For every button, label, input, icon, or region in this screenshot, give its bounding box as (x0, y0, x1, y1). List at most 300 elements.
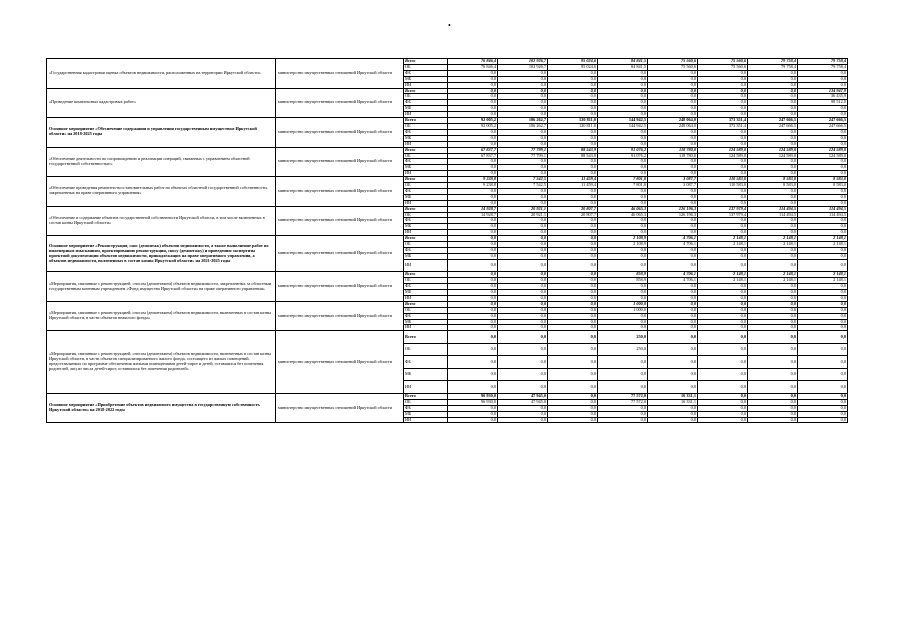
amount-cell: 0,0 (598, 70, 648, 76)
amount-cell: 0,0 (448, 165, 498, 171)
amount-cell: 0,0 (448, 290, 498, 296)
amount-cell: 0,0 (598, 76, 648, 82)
amount-cell: 0,0 (548, 417, 598, 423)
funding-source: ИИ (404, 141, 448, 147)
amount-cell: 0,0 (798, 129, 848, 135)
executor-name: министерство имущественных отношений Иркутской области (276, 206, 404, 236)
amount-cell: 7 801,0 (598, 183, 648, 189)
amount-cell: 0,0 (548, 253, 598, 259)
amount-cell: 79 758,4 (798, 64, 848, 70)
amount-cell: 0,0 (698, 331, 748, 344)
amount-cell: 0,0 (648, 248, 698, 254)
amount-cell: 0,0 (448, 188, 498, 194)
amount-cell: 0,0 (798, 70, 848, 76)
amount-cell: 0,0 (548, 259, 598, 272)
amount-cell: 0,0 (448, 159, 498, 165)
amount-cell: 0,0 (648, 106, 698, 112)
amount-cell: 0,0 (748, 319, 798, 325)
amount-cell: 0,0 (698, 313, 748, 319)
amount-cell: 0,0 (648, 343, 698, 356)
amount-cell: 102 926,7 (498, 59, 548, 65)
amount-cell: 144 942,5 (598, 123, 648, 129)
amount-cell: 0,0 (498, 194, 548, 200)
executor-name: министерство имущественных отношений Иркутской области (276, 331, 404, 394)
amount-cell: 0,0 (648, 129, 698, 135)
amount-cell: 0,0 (798, 230, 848, 236)
amount-cell: 0,0 (548, 368, 598, 381)
funding-source: ИИ (404, 112, 448, 118)
activity-name: Основное мероприятие «Приобретение объектов недвижимого имущества в государственную собственность Иркутской области» на 2018-2022 годы (47, 393, 276, 423)
amount-cell: 0,0 (498, 224, 548, 230)
amount-cell: 0,0 (698, 290, 748, 296)
amount-cell: 0,0 (648, 200, 698, 206)
amount-cell: 0,0 (548, 325, 598, 331)
amount-cell: 0,0 (798, 325, 848, 331)
amount-cell: 0,0 (498, 248, 548, 254)
amount-cell: 0,0 (548, 331, 598, 344)
amount-cell: 0,0 (498, 278, 548, 284)
amount-cell: 0,0 (748, 171, 798, 177)
amount-cell: 0,0 (798, 290, 848, 296)
amount-cell: 0,0 (498, 70, 548, 76)
amount-cell: 0,0 (548, 171, 598, 177)
amount-cell: 0,0 (498, 112, 548, 118)
amount-cell: 0,0 (648, 76, 698, 82)
funding-source: ОБ (404, 64, 448, 70)
funding-source: ОБ (404, 94, 448, 100)
amount-cell: 124 589,0 (748, 147, 798, 153)
amount-cell: 11 459,4 (548, 183, 598, 189)
amount-cell: 0,0 (698, 411, 748, 417)
executor-name: министерство имущественных отношений Иркутской области (276, 88, 404, 118)
amount-cell: 0,0 (548, 411, 598, 417)
amount-cell: 0,0 (598, 171, 648, 177)
amount-cell: 0,0 (548, 82, 598, 88)
amount-cell: 2 148,1 (698, 236, 748, 242)
funding-source: МБ (404, 368, 448, 381)
amount-cell: 120 811,0 (548, 123, 598, 129)
amount-cell: 0,0 (698, 393, 748, 399)
amount-cell: 0,0 (748, 368, 798, 381)
amount-cell: 2 148,1 (798, 236, 848, 242)
activity-name: «Проведение комплексных кадастровых работ» (47, 88, 276, 118)
amount-cell: 0,0 (598, 165, 648, 171)
amount-cell: 118 780,0 (648, 153, 698, 159)
amount-cell: 1 000,0 (598, 307, 648, 313)
amount-cell: 0,0 (698, 319, 748, 325)
funding-source: ИИ (404, 259, 448, 272)
amount-cell: 0,0 (548, 290, 598, 296)
amount-cell: 126 196,3 (648, 206, 698, 212)
amount-cell: 0,0 (748, 325, 798, 331)
funding-source: ФБ (404, 284, 448, 290)
amount-cell: 2 148,1 (748, 272, 798, 278)
funding-source: ФБ (404, 356, 448, 369)
amount-cell: 0,0 (548, 112, 598, 118)
amount-cell: 0,0 (698, 100, 748, 106)
amount-cell: 7 542,5 (498, 177, 548, 183)
amount-cell: 0,0 (648, 301, 698, 307)
amount-cell: 0,0 (648, 171, 698, 177)
amount-cell: 0,0 (448, 200, 498, 206)
amount-cell: 0,0 (448, 356, 498, 369)
amount-cell: 16 331,1 (648, 393, 698, 399)
amount-cell: 373 351,4 (698, 118, 748, 124)
amount-cell: 0,0 (548, 284, 598, 290)
amount-cell: 77 572,0 (598, 399, 648, 405)
amount-cell: 0,0 (548, 88, 598, 94)
amount-cell: 0,0 (798, 76, 848, 82)
amount-cell: 0,0 (448, 381, 498, 394)
amount-cell: 0,0 (748, 82, 798, 88)
funding-source: ОБ (404, 307, 448, 313)
amount-cell: 0,0 (598, 368, 648, 381)
amount-cell: 0,0 (798, 393, 848, 399)
amount-cell: 0,0 (748, 331, 798, 344)
amount-cell: 0,0 (598, 325, 648, 331)
amount-cell: 0,0 (598, 188, 648, 194)
amount-cell: 7 542,5 (498, 183, 548, 189)
amount-cell: 0,0 (748, 70, 798, 76)
funding-source: ФБ (404, 313, 448, 319)
amount-cell: 0,0 (698, 171, 748, 177)
amount-cell: 0,0 (798, 188, 848, 194)
amount-cell: 2 148,1 (798, 278, 848, 284)
amount-cell: 120 811,0 (548, 118, 598, 124)
funding-source: ФБ (404, 218, 448, 224)
amount-cell: 0,0 (748, 393, 798, 399)
funding-source: ИИ (404, 171, 448, 177)
amount-cell: 0,0 (698, 301, 748, 307)
activity-name: Основное мероприятие «Обеспечение содержания и управления государственным имуществом Иркутской области» на 2018-2025 годы (47, 118, 276, 148)
amount-cell: 124 589,0 (798, 147, 848, 153)
amount-cell: 0,0 (698, 230, 748, 236)
amount-cell: 0,0 (548, 135, 598, 141)
amount-cell: 0,0 (448, 88, 498, 94)
amount-cell: 248 064,0 (648, 123, 698, 129)
amount-cell: 0,0 (448, 307, 498, 313)
funding-source: ФБ (404, 70, 448, 76)
amount-cell: 47 945,0 (498, 393, 548, 399)
funding-source: Всего (404, 236, 448, 242)
amount-cell: 0,0 (698, 165, 748, 171)
amount-cell: 0,0 (648, 313, 698, 319)
amount-cell: 0,0 (598, 230, 648, 236)
amount-cell: 0,0 (598, 159, 648, 165)
amount-cell: 0,0 (798, 159, 848, 165)
activity-name: «Государственная кадастровая оценка объектов недвижимости, расположенных на территории Иркутской области» (47, 59, 276, 89)
amount-cell: 0,0 (698, 284, 748, 290)
amount-cell: 0,0 (548, 188, 598, 194)
amount-cell: 0,0 (598, 112, 648, 118)
amount-cell: 2 148,1 (698, 278, 748, 284)
amount-cell: 0,0 (798, 313, 848, 319)
amount-cell: 0,0 (798, 405, 848, 411)
amount-cell: 0,0 (798, 135, 848, 141)
funding-source: ИИ (404, 381, 448, 394)
amount-cell: 0,0 (548, 295, 598, 301)
amount-cell: 0,0 (448, 248, 498, 254)
executor-name: министерство имущественных отношений Иркутской области (276, 301, 404, 331)
amount-cell: 0,0 (448, 100, 498, 106)
amount-cell: 0,0 (498, 405, 548, 411)
amount-cell: 124 589,0 (748, 153, 798, 159)
amount-cell: 0,0 (748, 88, 798, 94)
amount-cell: 0,0 (648, 253, 698, 259)
amount-cell: 0,0 (748, 76, 798, 82)
amount-cell: 0,0 (548, 405, 598, 411)
amount-cell: 3 087,7 (648, 183, 698, 189)
amount-cell: 0,0 (448, 76, 498, 82)
amount-cell: 0,0 (498, 82, 548, 88)
amount-cell: 91 076,2 (598, 147, 648, 153)
amount-cell: 0,0 (548, 200, 598, 206)
amount-cell: 0,0 (798, 218, 848, 224)
amount-cell: 0,0 (698, 106, 748, 112)
amount-cell: 0,0 (448, 230, 498, 236)
amount-cell: 0,0 (548, 194, 598, 200)
amount-cell: 84 841,5 (598, 59, 648, 65)
amount-cell: 247 666,5 (748, 123, 798, 129)
amount-cell: 2 148,1 (748, 278, 798, 284)
amount-cell: 0,0 (698, 200, 748, 206)
amount-cell: 0,0 (698, 381, 748, 394)
amount-cell: 0,0 (698, 159, 748, 165)
amount-cell: 0,0 (648, 141, 698, 147)
amount-cell: 0,0 (498, 106, 548, 112)
amount-cell: 79 758,4 (748, 59, 798, 65)
amount-cell: 79 758,4 (798, 59, 848, 65)
amount-cell: 0,0 (448, 411, 498, 417)
amount-cell: 88 543,9 (548, 147, 598, 153)
amount-cell: 0,0 (748, 188, 798, 194)
amount-cell: 0,0 (548, 272, 598, 278)
amount-cell: 0,0 (448, 284, 498, 290)
amount-cell: 77 799,1 (498, 147, 548, 153)
funding-source: Всего (404, 331, 448, 344)
amount-cell: 0,0 (448, 70, 498, 76)
amount-cell: 0,0 (498, 129, 548, 135)
amount-cell: 114 494,5 (748, 206, 798, 212)
amount-cell: 0,0 (798, 368, 848, 381)
amount-cell: 0,0 (798, 253, 848, 259)
amount-cell: 0,0 (698, 343, 748, 356)
amount-cell: 0,0 (548, 242, 598, 248)
amount-cell: 0,0 (798, 106, 848, 112)
amount-cell: 0,0 (798, 301, 848, 307)
amount-cell: 0,0 (698, 248, 748, 254)
amount-cell: 1 000,0 (598, 301, 648, 307)
amount-cell: 0,0 (548, 307, 598, 313)
amount-cell: 0,0 (498, 368, 548, 381)
amount-cell: 0,0 (498, 331, 548, 344)
amount-cell: 0,0 (598, 295, 648, 301)
funding-source: ИИ (404, 200, 448, 206)
amount-cell: 0,0 (748, 405, 798, 411)
amount-cell: 0,0 (548, 248, 598, 254)
funding-source: ОБ (404, 399, 448, 405)
amount-cell: 0,0 (548, 141, 598, 147)
amount-cell: 2 148,1 (698, 272, 748, 278)
amount-cell: 0,0 (648, 325, 698, 331)
amount-cell: 0,0 (498, 236, 548, 242)
funding-source: ОБ (404, 212, 448, 218)
amount-cell: 0,0 (548, 106, 598, 112)
amount-cell: 0,0 (748, 253, 798, 259)
amount-cell: 0,0 (748, 356, 798, 369)
amount-cell: 0,0 (448, 171, 498, 177)
amount-cell: 0,0 (448, 82, 498, 88)
amount-cell: 0,0 (448, 368, 498, 381)
amount-cell: 0,0 (748, 381, 798, 394)
amount-cell: 0,0 (448, 417, 498, 423)
amount-cell: 0,0 (648, 295, 698, 301)
amount-cell: 0,0 (648, 290, 698, 296)
funding-source: МБ (404, 194, 448, 200)
amount-cell: 0,0 (798, 224, 848, 230)
amount-cell: 0,0 (748, 106, 798, 112)
amount-cell: 92 005,2 (448, 118, 498, 124)
amount-cell: 0,0 (548, 319, 598, 325)
amount-cell: 92 005,2 (448, 123, 498, 129)
amount-cell: 0,0 (648, 331, 698, 344)
amount-cell: 75 560,6 (648, 59, 698, 65)
amount-cell: 106 262,7 (498, 118, 548, 124)
amount-cell: 77 799,1 (498, 153, 548, 159)
amount-cell: 0,0 (798, 381, 848, 394)
amount-cell: 0,0 (498, 284, 548, 290)
amount-cell: 0,0 (748, 218, 798, 224)
funding-source: ОБ (404, 343, 448, 356)
amount-cell: 0,0 (498, 417, 548, 423)
amount-cell: 20 807,7 (548, 212, 598, 218)
amount-cell: 0,0 (798, 284, 848, 290)
amount-cell: 88 543,9 (548, 153, 598, 159)
executor-name: министерство имущественных отношений Иркутской области (276, 147, 404, 177)
amount-cell: 0,0 (498, 253, 548, 259)
amount-cell: 0,0 (548, 393, 598, 399)
amount-cell: 8 583,0 (798, 177, 848, 183)
amount-cell: 0,0 (548, 381, 598, 394)
amount-cell: 0,0 (548, 129, 598, 135)
amount-cell: 114 494,5 (798, 212, 848, 218)
amount-cell: 0,0 (498, 272, 548, 278)
amount-cell: 0,0 (648, 218, 698, 224)
amount-cell: 0,0 (598, 411, 648, 417)
amount-cell: 0,0 (448, 405, 498, 411)
table-row (47, 331, 848, 344)
amount-cell: 0,0 (598, 319, 648, 325)
amount-cell: 124 589,0 (698, 147, 748, 153)
amount-cell: 0,0 (798, 112, 848, 118)
amount-cell: 0,0 (598, 253, 648, 259)
amount-cell: 0,0 (798, 259, 848, 272)
amount-cell: 114 494,5 (798, 206, 848, 212)
amount-cell: 0,0 (748, 200, 798, 206)
amount-cell: 0,0 (698, 356, 748, 369)
executor-name: министерство имущественных отношений Иркутской области (276, 118, 404, 148)
amount-cell: 0,0 (698, 368, 748, 381)
amount-cell: 0,0 (498, 200, 548, 206)
amount-cell: 67 837,7 (448, 153, 498, 159)
amount-cell: 0,0 (598, 218, 648, 224)
amount-cell: 0,0 (798, 141, 848, 147)
funding-source: ФБ (404, 248, 448, 254)
funding-source: ИИ (404, 325, 448, 331)
amount-cell: 0,0 (598, 381, 648, 394)
amount-cell: 0,0 (548, 313, 598, 319)
amount-cell: 137 979,4 (698, 206, 748, 212)
amount-cell: 0,0 (648, 230, 698, 236)
funding-source: ИИ (404, 230, 448, 236)
amount-cell: 0,0 (598, 106, 648, 112)
amount-cell: 0,0 (498, 381, 548, 394)
amount-cell: 0,0 (598, 248, 648, 254)
amount-cell: 0,0 (648, 100, 698, 106)
amount-cell: 2 148,1 (798, 242, 848, 248)
amount-cell: 0,0 (548, 343, 598, 356)
amount-cell: 0,0 (748, 165, 798, 171)
funding-source: Всего (404, 118, 448, 124)
funding-source: Всего (404, 301, 448, 307)
amount-cell: 0,0 (648, 356, 698, 369)
funding-source: МБ (404, 165, 448, 171)
amount-cell: 0,0 (448, 242, 498, 248)
amount-cell: 0,0 (548, 356, 598, 369)
amount-cell: 0,0 (798, 248, 848, 254)
amount-cell: 0,0 (698, 88, 748, 94)
funding-source: МБ (404, 411, 448, 417)
amount-cell: 0,0 (798, 319, 848, 325)
amount-cell: 0,0 (698, 129, 748, 135)
amount-cell: 0,0 (598, 141, 648, 147)
amount-cell: 0,0 (798, 82, 848, 88)
amount-cell: 0,0 (498, 100, 548, 106)
amount-cell: 0,0 (698, 76, 748, 82)
amount-cell: 16 331,1 (648, 399, 698, 405)
amount-cell: 0,0 (698, 135, 748, 141)
amount-cell: 2 148,1 (748, 236, 798, 242)
amount-cell: 0,0 (748, 343, 798, 356)
activity-name: «Обеспечение деятельности по сопровождению и реализации операций, связанных с управлением областной государственной собственностью» (47, 147, 276, 177)
amount-cell: 96 930,0 (448, 393, 498, 399)
amount-cell: 0,0 (648, 224, 698, 230)
amount-cell: 0,0 (548, 70, 598, 76)
amount-cell: 0,0 (498, 141, 548, 147)
amount-cell: 11 459,4 (548, 177, 598, 183)
amount-cell: 0,0 (548, 94, 598, 100)
funding-source: МБ (404, 76, 448, 82)
amount-cell: 0,0 (598, 88, 648, 94)
amount-cell: 2 108,9 (598, 242, 648, 248)
budget-table-body (47, 59, 848, 423)
funding-source: Всего (404, 88, 448, 94)
amount-cell: 0,0 (698, 218, 748, 224)
amount-cell: 0,0 (748, 100, 798, 106)
amount-cell: 0,0 (598, 356, 648, 369)
amount-cell: 0,0 (648, 112, 698, 118)
amount-cell: 7 801,0 (598, 177, 648, 183)
funding-source: Всего (404, 147, 448, 153)
amount-cell: 0,0 (698, 141, 748, 147)
funding-source: Всего (404, 393, 448, 399)
amount-cell: 14 928,7 (448, 212, 498, 218)
activity-name: «Мероприятия, связанные с реконструкцией, сносом (демонтажем) объектов недвижимости, включенных в состав казны Иркутской области, в части объектов специализированного жилого фонда, состоящего из жилых помещений, предоставляемых по программе обеспечения жилыми помещениями детей-сирот и детей, оставшихся без попечения родителей, лиц из числа детей-сирот, оставшихся без попечения родителей» (47, 331, 276, 394)
amount-cell: 0,0 (598, 129, 648, 135)
amount-cell: 0,0 (448, 94, 498, 100)
amount-cell: 0,0 (798, 194, 848, 200)
amount-cell: 76 846,4 (448, 64, 498, 70)
